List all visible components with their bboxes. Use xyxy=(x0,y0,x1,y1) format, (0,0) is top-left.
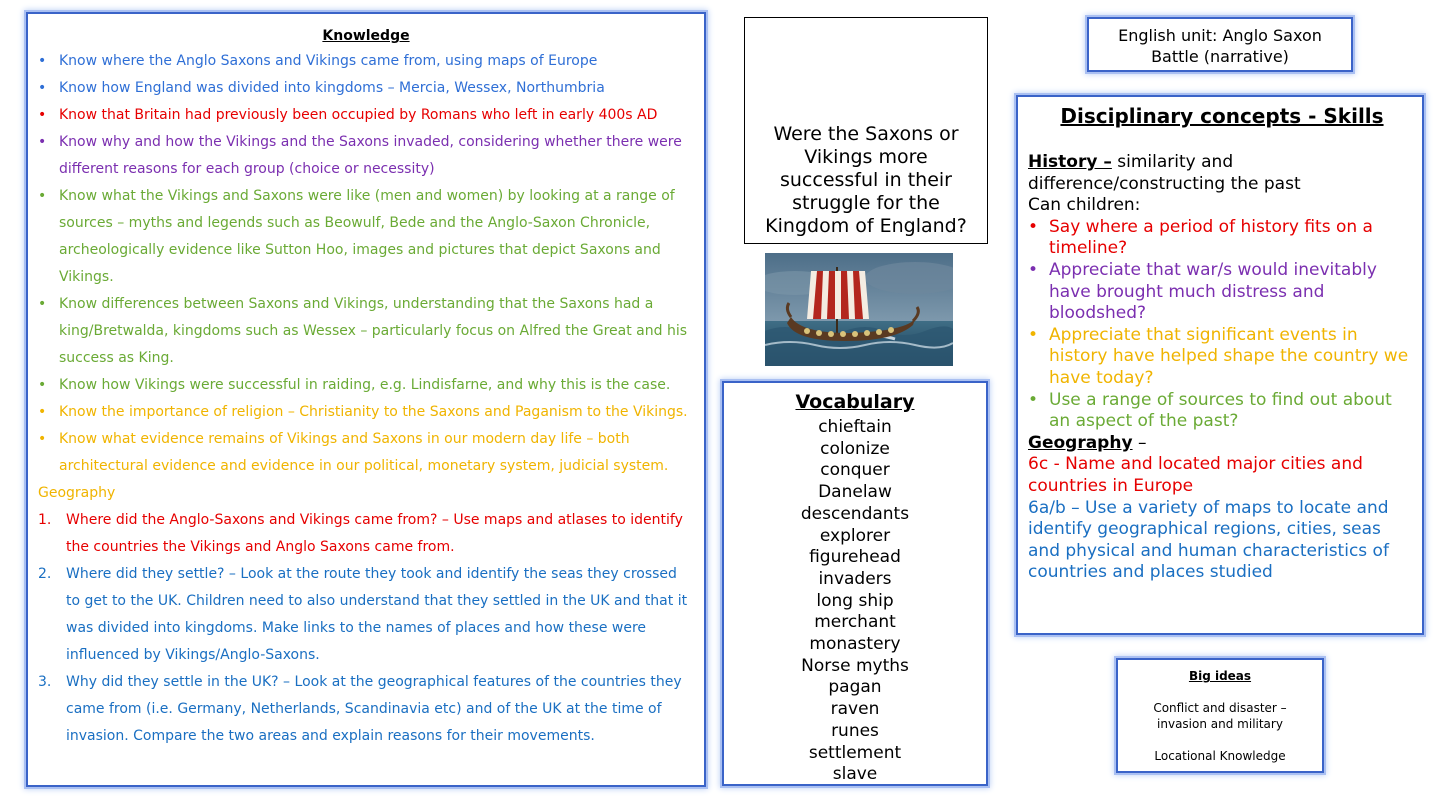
bullet-icon: • xyxy=(38,53,47,69)
vocabulary-panel xyxy=(722,381,988,786)
bullet-icon: • xyxy=(1028,259,1039,280)
history-label: History – xyxy=(1028,152,1112,172)
geography-dash: – xyxy=(1132,432,1147,453)
history-line xyxy=(1028,152,1416,195)
vocabulary-word: Danelaw xyxy=(818,482,892,503)
vocabulary-word: colonize xyxy=(820,438,890,459)
bullet-icon: • xyxy=(38,80,47,96)
knowledge-item: • Know that Britain had previously been occupied by Romans who left in early 400s AD xyxy=(38,102,694,129)
geography-item: 1. Where did the Anglo-Saxons and Vikings came from? – Use maps and atlases to identify the countries the Vikings and Anglo Saxons came from. xyxy=(38,512,683,555)
bullet-icon: • xyxy=(1028,216,1039,237)
big-ideas-line3: Locational Knowledge xyxy=(1154,749,1286,763)
geography-heading: Geography xyxy=(38,485,116,501)
bullet-icon: • xyxy=(1028,324,1039,345)
vocabulary-list xyxy=(724,417,986,786)
knowledge-item: • Know the importance of religion – Christianity to the Saxons and Paganism to the Vikings. xyxy=(38,399,694,426)
key-question-text: Were the Saxons or Vikings more successful in their struggle for the Kingdom of England? xyxy=(765,123,967,237)
vocabulary-word: settlement xyxy=(808,742,902,763)
viking-ship-image xyxy=(765,253,953,366)
knowledge-item: • Know how Vikings were successful in raiding, e.g. Lindisfarne, and why this is the case. xyxy=(38,372,694,399)
vocabulary-word: explorer xyxy=(819,525,891,546)
bullet-icon: • xyxy=(38,107,47,123)
knowledge-item: • Know how England was divided into kingdoms – Mercia, Wessex, Northumbria xyxy=(38,75,694,102)
bullet-icon: • xyxy=(38,188,47,204)
disciplinary-title: Disciplinary concepts - Skills xyxy=(1060,104,1384,128)
viking-ship-illustration xyxy=(765,253,953,366)
english-unit-line1: English unit: Anglo Saxon xyxy=(1118,26,1322,45)
big-ideas-title: Big ideas xyxy=(1188,669,1252,683)
vocabulary-word: merchant xyxy=(814,612,896,633)
geography-6ab: 6a/b – Use a variety of maps to locate and identify geographical regions, cities, seas and physical and human characteristics of countries and places studied xyxy=(1028,497,1389,583)
vocabulary-word: slave xyxy=(832,764,878,785)
key-question-box xyxy=(744,17,988,244)
knowledge-item: • Know differences between Saxons and Vikings, understanding that the Saxons had a king/Bretwalda, kingdoms such as Wessex – particularly focus on Alfred the Great and his success as King. xyxy=(38,291,694,372)
history-text: similarity and difference/constructing the past xyxy=(1028,152,1301,194)
vocabulary-word: figurehead xyxy=(809,547,901,568)
english-unit-line2: Battle (narrative) xyxy=(1151,47,1289,66)
can-children-label: Can children: xyxy=(1028,195,1141,216)
vocabulary-word: pagan xyxy=(828,677,882,698)
geography-item: 3. Why did they settle in the UK? – Look at the geographical features of the countries they came from (i.e. Germany, Netherlands, Scandinavia etc) and of the UK at the time of invasion. Compare the two areas and explain reasons for their movements. xyxy=(38,674,682,744)
bullet-icon: • xyxy=(38,377,47,393)
knowledge-panel xyxy=(26,12,706,787)
skill-item: • Say where a period of history fits on a timeline? xyxy=(1028,216,1373,259)
knowledge-item: • Know where the Anglo Saxons and Vikings came from, using maps of Europe xyxy=(38,48,694,75)
geography-6c: 6c - Name and located major cities and countries in Europe xyxy=(1028,454,1363,496)
vocabulary-word: monastery xyxy=(809,634,901,655)
knowledge-item: • Know what evidence remains of Vikings and Saxons in our modern day life – both architectural evidence and evidence in our political, monetary system, judicial system. xyxy=(38,426,694,480)
knowledge-item: • Know why and how the Vikings and the Saxons invaded, considering whether there were different reasons for each group (choice or necessity) xyxy=(38,129,694,183)
vocabulary-word: Norse myths xyxy=(801,655,909,676)
bullet-icon: • xyxy=(38,134,47,150)
vocabulary-word: descendants xyxy=(800,503,910,524)
vocabulary-word: conquer xyxy=(820,460,890,481)
knowledge-title: Knowledge xyxy=(322,28,410,44)
skill-item: • Appreciate that war/s would inevitably have brought much distress and bloodshed? xyxy=(1028,259,1377,324)
bullet-icon: • xyxy=(38,404,47,420)
vocabulary-word: long ship xyxy=(816,590,894,611)
bullet-icon: • xyxy=(38,431,47,447)
vocabulary-word: invaders xyxy=(818,568,892,589)
big-ideas-line1: Conflict and disaster – xyxy=(1153,701,1287,715)
vocabulary-title: Vocabulary xyxy=(795,391,915,413)
geography-list xyxy=(38,507,694,750)
skill-item: • Appreciate that significant events in history have helped shape the country we have today? xyxy=(1028,324,1409,388)
vocabulary-word: runes xyxy=(831,720,879,741)
knowledge-bullet-list xyxy=(38,48,694,480)
big-ideas-box xyxy=(1116,658,1324,773)
big-ideas-line2: invasion and military xyxy=(1157,717,1283,731)
vocabulary-word: chieftain xyxy=(818,417,892,437)
skill-item: • Use a range of sources to find out about an aspect of the past? xyxy=(1028,389,1392,432)
geography-line xyxy=(1028,433,1416,455)
english-unit-box xyxy=(1087,17,1353,72)
geography-label: Geography xyxy=(1028,432,1133,453)
skills-list xyxy=(1028,217,1416,433)
bullet-icon: • xyxy=(1028,389,1039,410)
bullet-icon: • xyxy=(38,296,47,312)
geography-item: 2. Where did they settle? – Look at the route they took and identify the seas they crossed to get to the UK. Children need to also understand that they settled in the UK and that it was divided into kingdoms. Make links to the names of places and how these were influenced by Vikings/Anglo-Saxons. xyxy=(38,566,688,663)
knowledge-item: • Know what the Vikings and Saxons were like (men and women) by looking at a range of sources – myths and legends such as Beowulf, Bede and the Anglo-Saxon Chronicle, archeologically evidence like Sutton Hoo, images and pictures that depict Saxons and Vikings. xyxy=(38,183,694,291)
vocabulary-word: raven xyxy=(830,699,880,720)
disciplinary-concepts-panel xyxy=(1016,95,1424,635)
